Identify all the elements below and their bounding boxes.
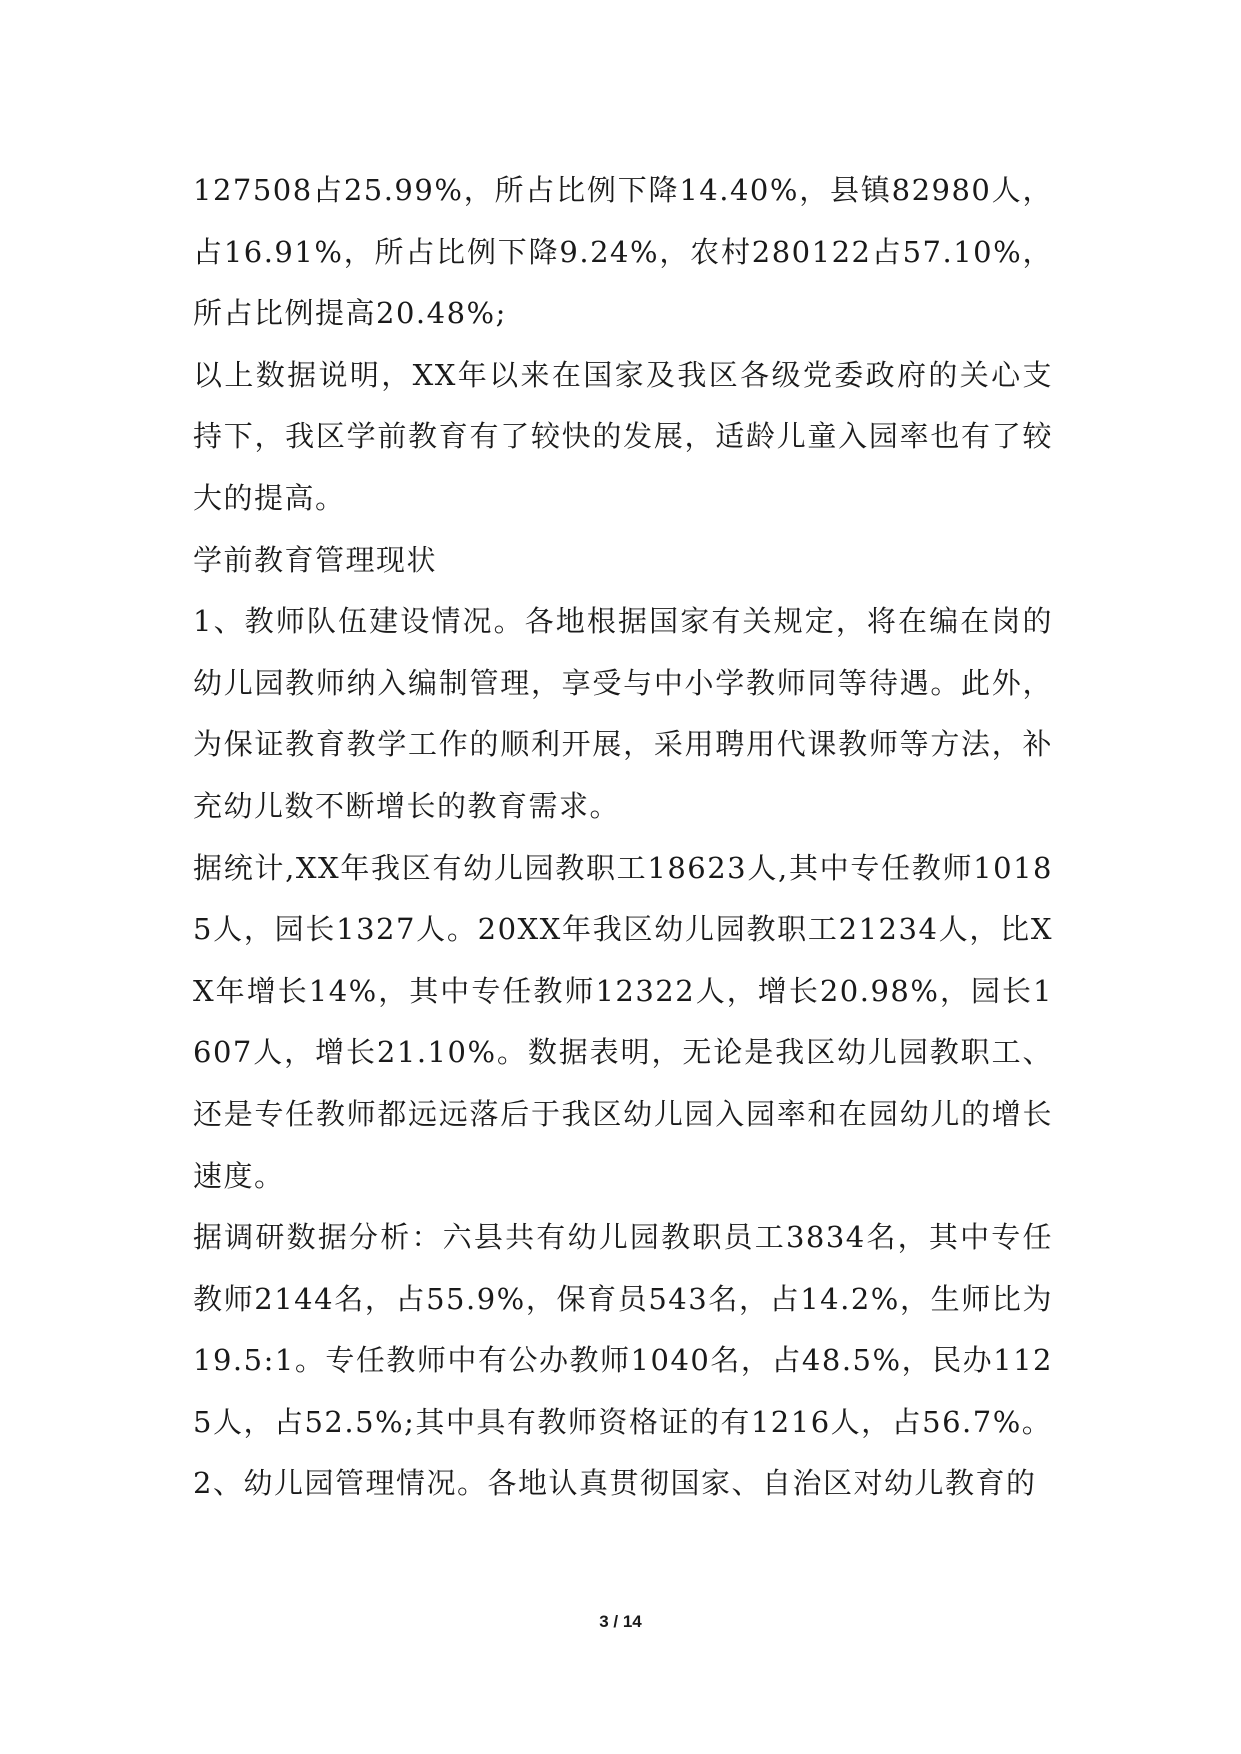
paragraph-teacher-team: 1、教师队伍建设情况。各地根据国家有关规定，将在编在岗的幼儿园教师纳入编制管理，享受与中小学教师同等待遇。此外，为保证教育教学工作的顺利开展，采用聘用代课教师等方法，补充幼儿数不断增长的教育需求。	[193, 604, 1053, 823]
paragraph-staff-statistics: 据统计,XX年我区有幼儿园教职工18623人,其中专任教师10185人，园长1327人。20XX年我区幼儿园教职工21234人，比XX年增长14%，其中专任教师12322人，增长20.98%，园长1607人，增长21.10%。数据表明，无论是我区幼儿园教职工、还是专任教师都远远落后于我区幼儿园入园率和在园幼儿的增长速度。	[193, 850, 1053, 1193]
paragraph-kindergarten-management: 2、幼儿园管理情况。各地认真贯彻国家、自治区对幼儿教育的	[193, 1466, 1037, 1501]
page-number: 3 / 14	[599, 1612, 642, 1631]
section-heading: 学前教育管理现状	[193, 542, 438, 577]
paragraph-summary: 以上数据说明，XX年以来在国家及我区各级党委政府的关心支持下，我区学前教育有了较快的发展，适龄儿童入园率也有了较大的提高。	[193, 357, 1053, 515]
paragraph-statistics-continued: 127508占25.99%，所占比例下降14.40%，县镇82980人，占16.91%，所占比例下降9.24%，农村280122占57.10%，所占比例提高20.48%;	[193, 173, 1053, 331]
document-body	[193, 160, 1053, 1515]
paragraph-survey-analysis: 据调研数据分析：六县共有幼儿园教职员工3834名，其中专任教师2144名，占55.9%，保育员543名，占14.2%，生师比为19.5:1。专任教师中有公办教师1040名，占48.5%，民办1125人，占52.5%;其中具有教师资格证的有1216人，占56.7%。	[193, 1220, 1053, 1439]
